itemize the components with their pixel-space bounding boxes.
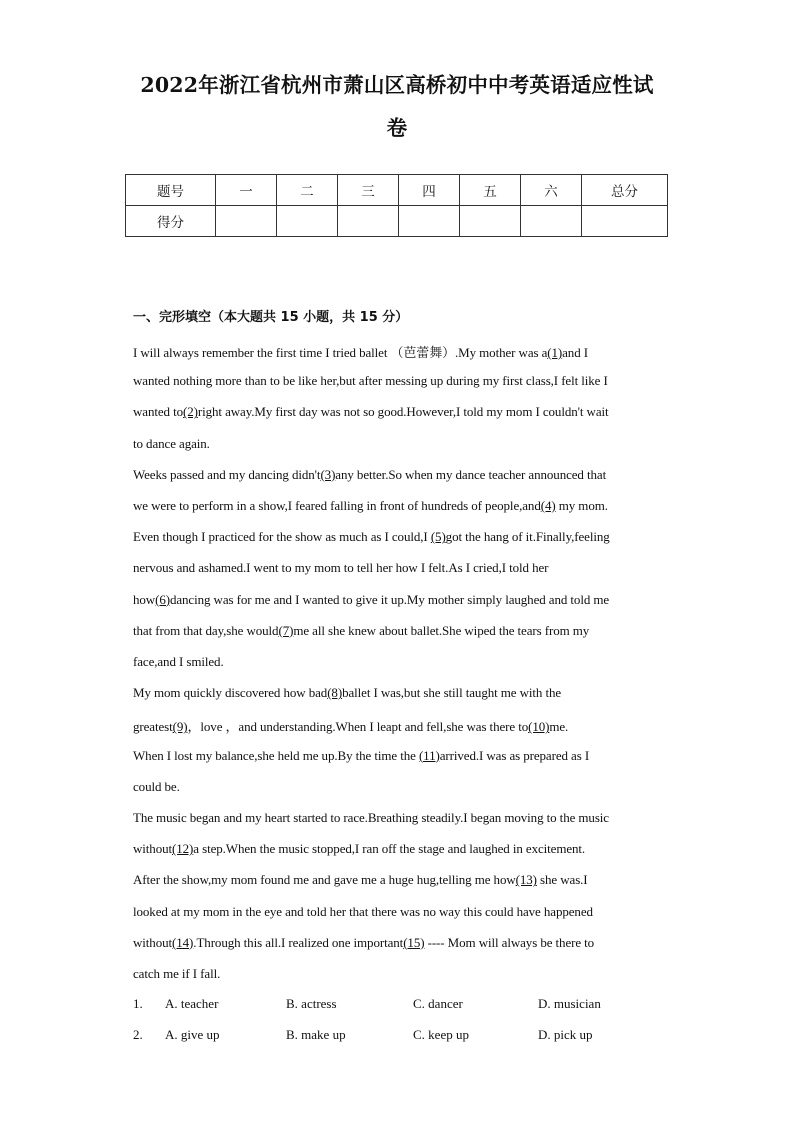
blank-marker[interactable]: (1) <box>547 345 563 360</box>
passage-line <box>133 748 589 764</box>
score-cell[interactable] <box>338 206 399 237</box>
passage-text: I will always remember the first time I tried ballet （芭蕾舞）.My mother was a <box>133 345 548 360</box>
passage-text: how <box>133 591 156 607</box>
document-title-line-1: 2022年浙江省杭州市萧山区高桥初中中考英语适应性试 <box>140 73 654 97</box>
score-header-cell: 一 <box>216 175 277 206</box>
passage-text: a step.When the music stopped,I ran off the stage and laughed in excitement. <box>193 841 586 857</box>
passage-text: without <box>133 841 173 857</box>
score-header-cell: 三 <box>338 175 399 206</box>
passage-line <box>133 654 224 670</box>
blank-marker[interactable]: (12) <box>172 841 194 857</box>
passage-text: wanted to <box>133 404 184 420</box>
score-cell[interactable] <box>582 206 668 237</box>
passage-text: to dance again. <box>133 435 210 451</box>
question-number: 1. <box>133 996 143 1011</box>
answer-option[interactable]: D. musician <box>538 996 601 1011</box>
score-cell[interactable] <box>399 206 460 237</box>
blank-marker[interactable]: (14) <box>172 934 194 950</box>
passage-line <box>133 373 608 389</box>
section-heading: 一、完形填空（本大题共 15 小题，共 15 分） <box>133 310 409 325</box>
blank-marker[interactable]: (5) <box>430 529 446 545</box>
blank-marker[interactable]: (2) <box>183 404 198 420</box>
passage-text: ballet I was,but she still taught me with the <box>342 685 562 701</box>
passage-text: my mom. <box>555 498 608 513</box>
answer-option[interactable]: B. actress <box>286 996 337 1011</box>
passage-line <box>133 560 548 576</box>
passage-line <box>133 872 588 888</box>
passage-text: My mom quickly discovered how bad <box>133 685 328 701</box>
passage-line <box>133 810 609 826</box>
score-header-cell: 六 <box>521 175 582 206</box>
passage-text: arrived.I was as prepared as I <box>439 747 590 763</box>
answer-option[interactable]: C. dancer <box>413 996 463 1011</box>
passage-text: that from that day,she would <box>133 622 279 638</box>
document-title-line-2: 卷 <box>386 116 408 140</box>
passage-text: got the hang of it.Finally,feeling <box>445 529 610 545</box>
score-cell[interactable] <box>277 206 338 237</box>
passage-line <box>133 592 609 608</box>
score-header-cell: 总分 <box>582 175 668 206</box>
score-table-score-row <box>126 206 668 237</box>
passage-text: dancing was for me and I wanted to give it up.My mother simply laughed and told me <box>169 591 610 607</box>
score-cell[interactable] <box>216 206 277 237</box>
score-table-header-row <box>126 175 668 206</box>
passage-text: The music began and my heart started to race.Breathing steadily.I began moving to the music <box>133 810 609 825</box>
passage-text: ---- Mom will always be there to <box>424 934 595 950</box>
passage-text: face,and I smiled. <box>133 654 224 669</box>
passage-line <box>133 779 180 795</box>
passage-text: Weeks passed and my dancing didn't <box>133 466 321 482</box>
passage-line <box>133 904 593 920</box>
passage-line <box>133 436 210 452</box>
passage-text: looked at my mom in the eye and told her that there was no way this could have happened <box>133 903 593 919</box>
passage-text: catch me if I fall. <box>133 966 221 981</box>
passage-text: me all she knew about ballet.She wiped the tears from my <box>293 622 590 638</box>
passage-text: nervous and ashamed.I went to my mom to tell her how I felt.As I cried,I told her <box>133 560 549 576</box>
passage-text: ，love ，and understanding.When I leapt and fell,she was there to <box>187 719 529 735</box>
passage-text: .Through this all.I realized one important <box>193 934 404 950</box>
passage-line <box>133 716 568 735</box>
blank-marker[interactable]: (11) <box>418 747 440 763</box>
passage-text: When I lost my balance,she held me up.By the time the <box>133 747 419 763</box>
blank-marker[interactable]: (3) <box>320 466 336 482</box>
passage-line <box>133 529 610 545</box>
passage-text: right away.My first day was not so good.However,I told my mom I couldn't wait <box>197 404 609 420</box>
blank-marker[interactable]: (8) <box>327 685 343 701</box>
passage-text: greatest <box>133 719 173 735</box>
passage-text: we were to perform in a show,I feared falling in front of hundreds of people,and <box>133 498 541 513</box>
blank-marker[interactable]: (4) <box>540 498 556 513</box>
score-table <box>125 174 668 237</box>
answer-option[interactable]: D. pick up <box>538 1027 593 1042</box>
passage-text: could be. <box>133 778 180 794</box>
blank-marker[interactable]: (6) <box>155 591 170 607</box>
passage-text: wanted nothing more than to be like her,but after messing up during my first class,I felt like I <box>133 373 608 389</box>
passage-text: me. <box>549 719 569 735</box>
passage-line <box>133 841 585 857</box>
passage-line <box>133 467 606 483</box>
passage-line <box>133 498 608 514</box>
blank-marker[interactable]: (9) <box>172 719 188 735</box>
blank-marker[interactable]: (10) <box>528 719 550 735</box>
passage-text: any better.So when my dance teacher announced that <box>335 466 607 482</box>
question-number: 2. <box>133 1027 143 1042</box>
answer-option[interactable]: B. make up <box>286 1027 346 1042</box>
passage-line <box>133 966 220 982</box>
score-header-cell: 四 <box>399 175 460 206</box>
answer-option[interactable]: C. keep up <box>413 1027 469 1042</box>
blank-marker[interactable]: (15) <box>403 934 425 950</box>
passage-line <box>133 404 609 420</box>
blank-marker[interactable]: (13) <box>515 872 537 888</box>
score-cell[interactable] <box>460 206 521 237</box>
passage-text: and I <box>562 345 588 360</box>
passage-text: without <box>133 934 173 950</box>
passage-line <box>133 623 589 639</box>
score-row-label: 得分 <box>126 206 216 237</box>
score-header-cell: 题号 <box>126 175 216 206</box>
score-header-cell: 二 <box>277 175 338 206</box>
blank-marker[interactable]: (7) <box>278 622 294 638</box>
passage-line <box>133 342 588 361</box>
passage-text: After the show,my mom found me and gave me a huge hug,telling me how <box>133 872 516 888</box>
passage-line <box>133 935 594 951</box>
score-cell[interactable] <box>521 206 582 237</box>
passage-line <box>133 685 561 701</box>
score-header-cell: 五 <box>460 175 521 206</box>
answer-option[interactable]: A. teacher <box>165 996 219 1011</box>
passage-text: she was.I <box>536 872 588 888</box>
passage-text: Even though I practiced for the show as much as I could,I <box>133 529 431 545</box>
answer-option[interactable]: A. give up <box>165 1027 220 1042</box>
